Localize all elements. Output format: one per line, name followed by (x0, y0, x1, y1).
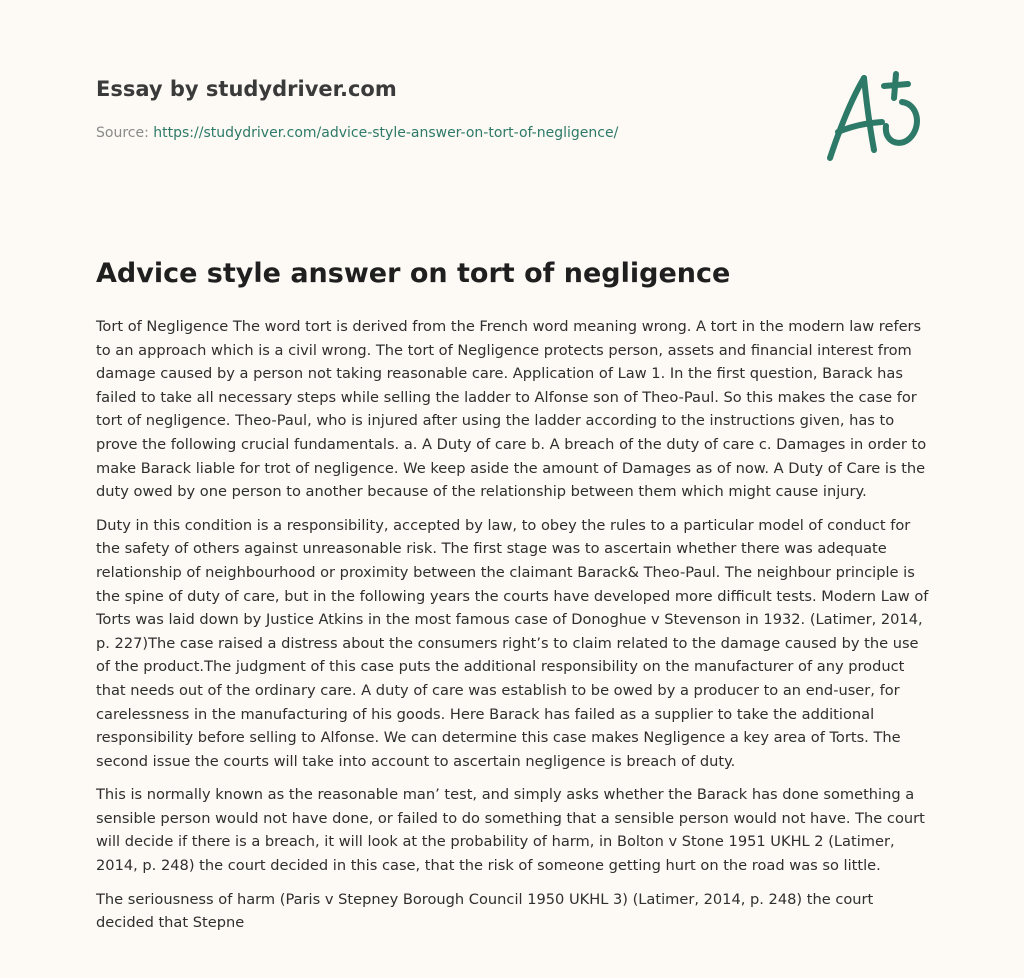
source-link[interactable]: https://studydriver.com/advice-style-answer-on-tort-of-negligence/ (153, 125, 619, 141)
paragraph-1: Tort of Negligence The word tort is derived from the French word meaning wrong. A tort in the modern law refers to an approach which is a civil wrong. The tort of Negligence protects person, assets and financial interest from damage caused by a person not taking reasonable care. Application of Law 1. In the first question, Barack has failed to take all necessary steps while selling the ladder to Alfonse son of Theo-Paul. So this makes the case for tort of negligence. Theo-Paul, who is injured after using the ladder according to the instructions given, has to prove the following crucial fundamentals. a. A Duty of care b. A breach of the duty of care c. Damages in order to make Barack liable for trot of negligence. We keep aside the amount of Damages as of now. A Duty of Care is the duty owed by one person to another because of the relationship between them which might cause injury. (96, 318, 927, 501)
article-body (96, 315, 930, 945)
site-title: Essay by studydriver.com (96, 77, 397, 101)
paragraph-4: The seriousness of harm (Paris v Stepney Borough Council 1950 UKHL 3) (Latimer, 2014, p. 248) the court decided that Stepne (96, 890, 874, 932)
source-label: Source: (96, 125, 154, 141)
a-plus-logo-svg (822, 68, 932, 168)
a-plus-logo-icon (822, 68, 932, 168)
source-line (96, 123, 796, 143)
paragraph-3: This is normally known as the reasonable man’ test, and simply asks whether the Barack has done something a sensible person would not have done, or failed to do something that a sensible person would not have. The court will decide if there is a breach, it will look at the probability of harm, in Bolton v Stone 1951 UKHL 2 (Latimer, 2014, p. 248) the court decided in this case, that the risk of someone getting hurt on the road was so little. (96, 786, 925, 875)
article-title: Advice style answer on tort of negligence (96, 258, 731, 289)
paragraph-2: Duty in this condition is a responsibility, accepted by law, to obey the rules to a particular model of conduct for the safety of others against unreasonable risk. The first stage was to ascertain whether there was adequate relationship of neighbourhood or proximity between the claimant Barack& Theo-Paul. The neighbour principle is the spine of duty of care, but in the following years the courts have developed more difficult tests. Modern Law of Torts was laid down by Justice Atkins in the most famous case of Donoghue v Stevenson in 1932. (Latimer, 2014, p. 227)The case raised a distress about the consumers right’s to claim related to the damage caused by the use of the product.The judgment of this case puts the additional responsibility on the manufacturer of any product that needs out of the ordinary care. A duty of care was establish to be owed by a producer to an end-user, for carelessness in the manufacturing of his goods. Here Barack has failed as a supplier to take the additional responsibility before selling to Alfonse. We can determine this case makes Negligence a key area of Torts. The second issue the courts will take into account to ascertain negligence is breach of duty. (96, 516, 929, 770)
page-header (96, 74, 796, 143)
